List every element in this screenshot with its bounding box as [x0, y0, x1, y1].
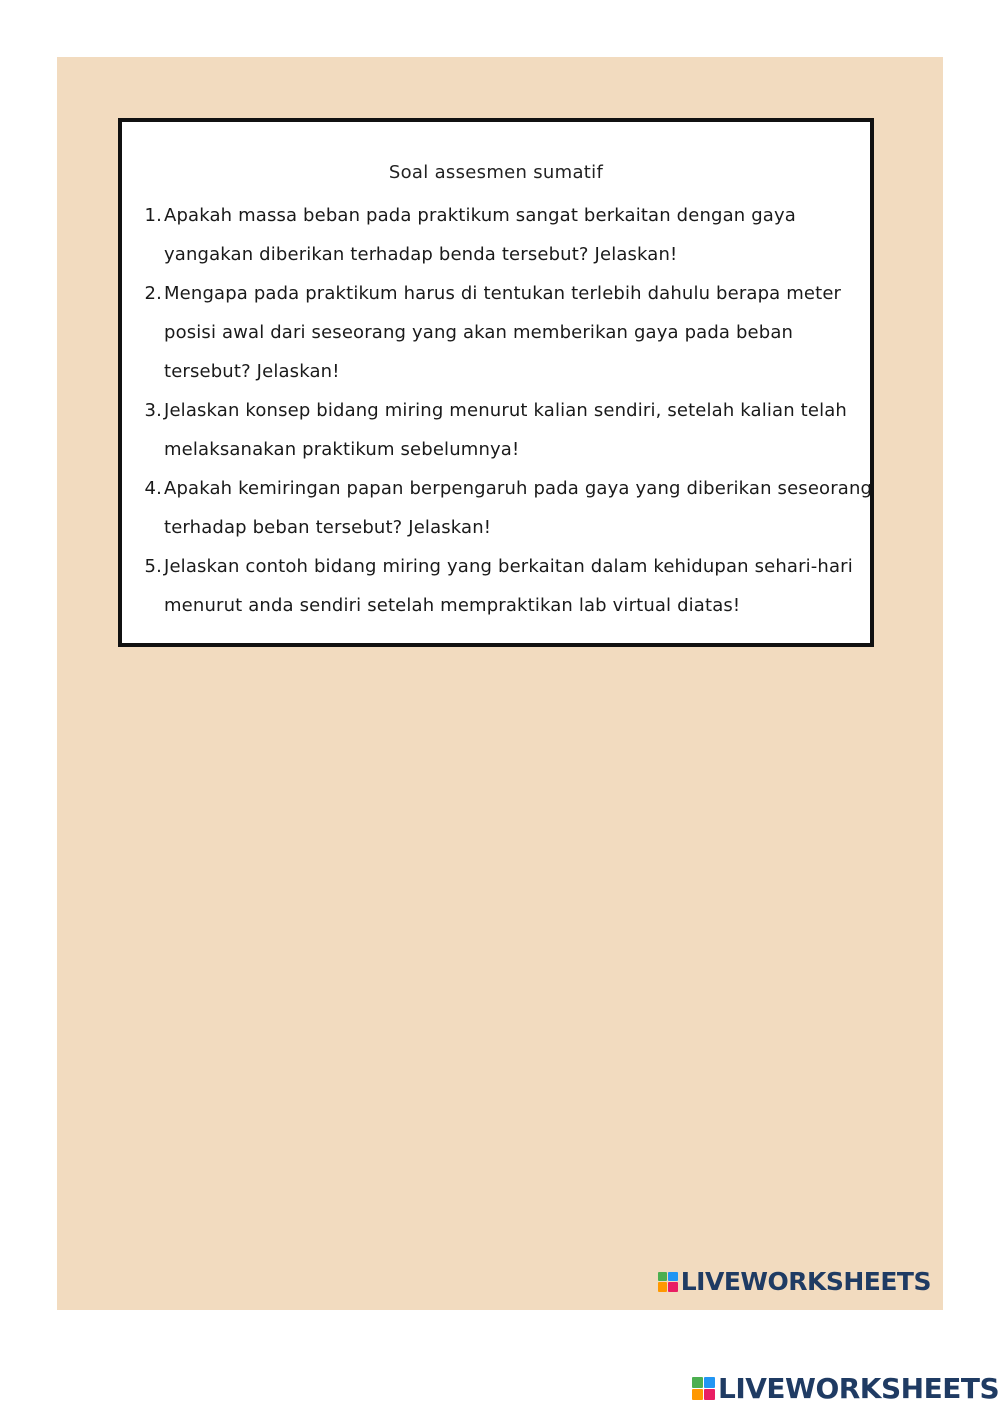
- question-number: 5.: [144, 556, 162, 577]
- question-text: Mengapa pada praktikum harus di tentukan terlebih dahulu berapa meter posisi awal dari seseorang yang akan memberikan gaya pada beban tersebut? Jelaskan!: [164, 283, 842, 382]
- sheet-watermark-text: LIVEWORKSHEETS: [680, 1267, 931, 1296]
- question-list: [134, 196, 874, 625]
- liveworksheets-logo-icon: [658, 1272, 678, 1292]
- question-number: 2.: [144, 283, 162, 304]
- footer-watermark-text: LIVEWORKSHEETS: [718, 1372, 1000, 1405]
- worksheet-page: [57, 57, 943, 1310]
- question-item-3: [134, 391, 874, 469]
- question-text: Apakah massa beban pada praktikum sangat berkaitan dengan gaya yangakan diberikan terhadap benda tersebut? Jelaskan!: [164, 205, 796, 265]
- worksheet-title: Soal assesmen sumatif: [388, 162, 604, 183]
- question-text: Jelaskan contoh bidang miring yang berkaitan dalam kehidupan sehari-hari menurut anda sendiri setelah mempraktikan lab virtual diatas!: [164, 556, 853, 616]
- question-item-5: [134, 547, 874, 625]
- sheet-watermark: [658, 1267, 931, 1296]
- question-text: Jelaskan konsep bidang miring menurut kalian sendiri, setelah kalian telah melaksanakan praktikum sebelumnya!: [164, 400, 847, 460]
- question-item-1: [134, 196, 874, 274]
- footer-watermark: [692, 1372, 999, 1405]
- question-item-4: [134, 469, 874, 547]
- question-number: 3.: [144, 400, 162, 421]
- question-item-2: [134, 274, 874, 391]
- question-number: 1.: [144, 205, 162, 226]
- question-number: 4.: [144, 478, 162, 499]
- question-box: [118, 118, 874, 647]
- liveworksheets-logo-icon: [692, 1377, 715, 1400]
- question-text: Apakah kemiringan papan berpengaruh pada gaya yang diberikan seseorang terhadap beban tersebut? Jelaskan!: [164, 478, 873, 538]
